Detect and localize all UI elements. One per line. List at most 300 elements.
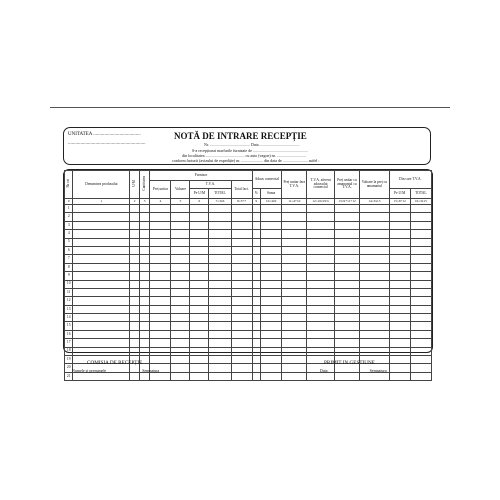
table-cell[interactable] [389,330,410,338]
table-cell[interactable] [360,330,390,338]
table-cell[interactable] [139,246,150,254]
furnizor-line[interactable]: S-a recepționat marfurile furnizate de ....................................................... [192,148,308,153]
table-cell[interactable] [360,347,390,355]
table-cell[interactable] [410,372,431,380]
table-cell[interactable] [410,280,431,288]
table-cell[interactable] [360,238,390,246]
table-cell[interactable] [334,347,359,355]
table-cell[interactable] [252,246,260,254]
table-cell[interactable] [307,280,334,288]
table-cell[interactable] [389,272,410,280]
table-cell[interactable] [252,322,260,330]
table-cell[interactable] [231,288,252,296]
table-cell[interactable] [252,339,260,347]
table-cell[interactable] [389,305,410,313]
table-cell[interactable] [252,305,260,313]
table-cell[interactable] [261,347,282,355]
table-cell[interactable] [139,230,150,238]
table-cell[interactable] [282,263,307,271]
table-cell[interactable] [410,297,431,305]
table-cell[interactable] [190,246,209,254]
table-cell[interactable] [410,272,431,280]
table-cell[interactable] [209,364,231,372]
table-cell[interactable] [73,339,130,347]
table-cell[interactable] [231,372,252,380]
table-cell[interactable] [307,246,334,254]
unitatea-field[interactable]: UNITATEA ...................................... [68,132,141,137]
table-cell[interactable] [150,205,171,213]
table-cell[interactable] [252,272,260,280]
table-cell[interactable] [410,205,431,213]
table-cell[interactable] [209,263,231,271]
table-cell[interactable] [171,297,190,305]
table-cell[interactable] [130,213,139,221]
table-cell[interactable] [410,339,431,347]
table-cell[interactable] [171,372,190,380]
table-cell[interactable] [410,221,431,229]
table-cell[interactable] [209,272,231,280]
table-cell[interactable] [334,263,359,271]
table-cell[interactable] [130,288,139,296]
table-cell[interactable] [150,330,171,338]
table-cell[interactable] [190,272,209,280]
table-cell[interactable] [360,263,390,271]
table-cell[interactable] [209,221,231,229]
table-cell[interactable] [282,364,307,372]
table-cell[interactable] [334,230,359,238]
table-cell[interactable] [139,339,150,347]
table-cell[interactable] [307,288,334,296]
factura-line[interactable]: conform facturii (avizului de expediție) nr. ...................... din data de ......................... astfel : [172,158,320,163]
table-cell[interactable] [410,347,431,355]
table-cell[interactable] [261,263,282,271]
table-cell[interactable] [252,213,260,221]
table-cell[interactable] [252,221,260,229]
table-cell[interactable] [231,246,252,254]
table-cell[interactable] [130,238,139,246]
table-cell[interactable] [307,372,334,380]
table-cell[interactable] [73,322,130,330]
table-cell[interactable] [282,238,307,246]
table-cell[interactable] [130,322,139,330]
table-cell[interactable] [190,280,209,288]
table-cell[interactable] [139,347,150,355]
table-cell[interactable] [130,372,139,380]
table-cell[interactable] [282,347,307,355]
table-cell[interactable] [252,238,260,246]
table-cell[interactable] [150,372,171,380]
table-cell[interactable] [389,339,410,347]
table-cell[interactable] [73,272,130,280]
table-cell[interactable] [261,364,282,372]
table-cell[interactable] [360,305,390,313]
table-cell[interactable] [261,205,282,213]
table-cell[interactable] [73,205,130,213]
table-cell[interactable] [171,213,190,221]
table-cell[interactable] [334,322,359,330]
table-cell[interactable] [252,297,260,305]
table-cell[interactable] [171,364,190,372]
table-cell[interactable] [73,213,130,221]
table-cell[interactable] [282,330,307,338]
table-cell[interactable] [282,221,307,229]
table-cell[interactable] [389,347,410,355]
table-cell[interactable] [150,246,171,254]
table-cell[interactable] [360,339,390,347]
table-cell[interactable] [389,205,410,213]
unitatea-field-line2[interactable]: .............................................................. [68,141,146,146]
table-cell[interactable] [261,372,282,380]
table-cell[interactable] [171,322,190,330]
table-cell[interactable] [150,314,171,322]
table-cell[interactable] [261,288,282,296]
nr-data-line[interactable]: Nr. ........................................ Data ........................................ [204,142,300,147]
table-cell[interactable] [130,280,139,288]
table-cell[interactable] [209,238,231,246]
table-cell[interactable] [190,238,209,246]
table-cell[interactable] [410,255,431,263]
table-cell[interactable] [171,280,190,288]
table-cell[interactable] [252,263,260,271]
table-cell[interactable] [261,322,282,330]
table-cell[interactable] [231,322,252,330]
table-cell[interactable] [307,255,334,263]
table-cell[interactable] [261,255,282,263]
table-cell[interactable] [139,221,150,229]
table-cell[interactable] [334,314,359,322]
table-cell[interactable] [307,330,334,338]
table-cell[interactable] [130,255,139,263]
table-cell[interactable] [410,356,431,364]
table-cell[interactable] [389,364,410,372]
table-cell[interactable] [209,213,231,221]
table-cell[interactable] [334,288,359,296]
table-cell[interactable] [307,305,334,313]
table-cell[interactable] [73,246,130,254]
localitate-line[interactable]: din localitatea ....................................... cu auto (vagon) nr. ............................. [182,153,306,158]
table-cell[interactable] [130,205,139,213]
table-cell[interactable] [209,288,231,296]
table-cell[interactable] [334,238,359,246]
table-cell[interactable] [73,221,130,229]
table-cell[interactable] [130,330,139,338]
table-cell[interactable] [282,297,307,305]
table-cell[interactable] [334,339,359,347]
table-cell[interactable] [261,246,282,254]
table-cell[interactable] [139,272,150,280]
table-cell[interactable] [334,205,359,213]
table-cell[interactable] [150,213,171,221]
table-cell[interactable] [130,314,139,322]
table-cell[interactable] [252,347,260,355]
table-cell[interactable] [209,246,231,254]
table-cell[interactable] [73,297,130,305]
table-cell[interactable] [360,213,390,221]
table-cell[interactable] [282,246,307,254]
table-cell[interactable] [360,322,390,330]
table-cell[interactable] [171,339,190,347]
table-cell[interactable] [130,272,139,280]
table-cell[interactable] [190,288,209,296]
table-cell[interactable] [130,297,139,305]
table-cell[interactable] [171,288,190,296]
table-cell[interactable] [307,238,334,246]
table-cell[interactable] [73,280,130,288]
table-cell[interactable] [73,305,130,313]
table-cell[interactable] [261,213,282,221]
table-cell[interactable] [209,322,231,330]
table-cell[interactable] [307,213,334,221]
table-cell[interactable] [389,322,410,330]
table-cell[interactable] [410,364,431,372]
table-cell[interactable] [282,314,307,322]
table-cell[interactable] [231,213,252,221]
table-cell[interactable] [150,305,171,313]
table-cell[interactable] [307,314,334,322]
table-cell[interactable] [261,272,282,280]
table-cell[interactable] [282,205,307,213]
table-cell[interactable] [360,372,390,380]
table-cell[interactable] [282,213,307,221]
table-cell[interactable] [231,280,252,288]
table-cell[interactable] [150,263,171,271]
table-cell[interactable] [334,246,359,254]
table-cell[interactable] [410,330,431,338]
table-cell[interactable] [139,322,150,330]
table-cell[interactable] [360,230,390,238]
table-cell[interactable] [360,205,390,213]
table-cell[interactable] [410,246,431,254]
table-cell[interactable] [282,272,307,280]
table-cell[interactable] [139,297,150,305]
table-cell[interactable] [261,305,282,313]
table-cell[interactable] [231,255,252,263]
table-cell[interactable] [73,330,130,338]
table-cell[interactable] [282,305,307,313]
table-cell[interactable] [150,230,171,238]
table-cell[interactable] [209,297,231,305]
table-cell[interactable] [231,221,252,229]
table-cell[interactable] [389,263,410,271]
table-cell[interactable] [190,205,209,213]
table-cell[interactable] [171,230,190,238]
table-cell[interactable] [209,230,231,238]
table-cell[interactable] [231,347,252,355]
table-cell[interactable] [150,288,171,296]
table-cell[interactable] [150,272,171,280]
table-cell[interactable] [209,339,231,347]
table-cell[interactable] [252,330,260,338]
table-cell[interactable] [171,272,190,280]
table-cell[interactable] [150,322,171,330]
table-cell[interactable] [389,314,410,322]
table-cell[interactable] [171,314,190,322]
table-cell[interactable] [252,314,260,322]
table-cell[interactable] [360,280,390,288]
table-cell[interactable] [190,364,209,372]
table-cell[interactable] [190,221,209,229]
table-cell[interactable] [150,356,171,364]
table-cell[interactable] [389,356,410,364]
table-cell[interactable] [130,246,139,254]
table-cell[interactable] [410,230,431,238]
table-cell[interactable] [190,314,209,322]
table-cell[interactable] [130,263,139,271]
table-cell[interactable] [252,230,260,238]
table-cell[interactable] [231,297,252,305]
table-cell[interactable] [190,263,209,271]
table-cell[interactable] [282,356,307,364]
table-cell[interactable] [360,255,390,263]
table-cell[interactable] [282,288,307,296]
table-cell[interactable] [150,238,171,246]
table-cell[interactable] [261,297,282,305]
table-cell[interactable] [410,263,431,271]
table-cell[interactable] [73,372,130,380]
table-cell[interactable] [282,280,307,288]
table-cell[interactable] [307,205,334,213]
table-cell[interactable] [231,205,252,213]
table-cell[interactable] [209,314,231,322]
table-cell[interactable] [410,322,431,330]
table-cell[interactable] [171,356,190,364]
table-cell[interactable] [334,213,359,221]
table-cell[interactable] [389,280,410,288]
table-cell[interactable] [261,330,282,338]
table-cell[interactable] [389,372,410,380]
table-cell[interactable] [231,230,252,238]
table-cell[interactable] [307,230,334,238]
table-cell[interactable] [231,263,252,271]
table-cell[interactable] [307,297,334,305]
table-cell[interactable] [261,339,282,347]
table-cell[interactable] [360,221,390,229]
table-cell[interactable] [73,263,130,271]
table-cell[interactable] [130,305,139,313]
table-cell[interactable] [334,272,359,280]
table-cell[interactable] [150,347,171,355]
table-cell[interactable] [73,288,130,296]
table-cell[interactable] [360,272,390,280]
table-cell[interactable] [307,263,334,271]
table-cell[interactable] [282,255,307,263]
table-cell[interactable] [282,322,307,330]
table-cell[interactable] [231,305,252,313]
table-cell[interactable] [190,339,209,347]
table-cell[interactable] [190,322,209,330]
table-cell[interactable] [410,213,431,221]
table-cell[interactable] [410,288,431,296]
table-cell[interactable] [307,272,334,280]
table-cell[interactable] [231,314,252,322]
table-cell[interactable] [190,255,209,263]
table-cell[interactable] [334,280,359,288]
table-cell[interactable] [130,230,139,238]
table-cell[interactable] [334,297,359,305]
table-cell[interactable] [171,246,190,254]
table-cell[interactable] [209,280,231,288]
table-cell[interactable] [231,364,252,372]
table-cell[interactable] [130,347,139,355]
table-cell[interactable] [73,238,130,246]
table-cell[interactable] [209,305,231,313]
table-cell[interactable] [389,230,410,238]
table-cell[interactable] [334,305,359,313]
table-cell[interactable] [150,255,171,263]
table-cell[interactable] [252,372,260,380]
table-cell[interactable] [171,221,190,229]
table-cell[interactable] [139,205,150,213]
table-cell[interactable] [190,347,209,355]
table-cell[interactable] [307,339,334,347]
table-cell[interactable] [190,372,209,380]
table-cell[interactable] [139,263,150,271]
table-cell[interactable] [334,221,359,229]
table-cell[interactable] [334,255,359,263]
table-cell[interactable] [261,356,282,364]
table-cell[interactable] [389,297,410,305]
table-cell[interactable] [261,280,282,288]
table-cell[interactable] [360,246,390,254]
table-cell[interactable] [190,297,209,305]
table-cell[interactable] [307,322,334,330]
table-cell[interactable] [139,280,150,288]
table-cell[interactable] [334,372,359,380]
table-cell[interactable] [139,372,150,380]
table-cell[interactable] [150,280,171,288]
table-cell[interactable] [209,356,231,364]
table-cell[interactable] [261,314,282,322]
table-cell[interactable] [209,255,231,263]
table-cell[interactable] [171,205,190,213]
table-cell[interactable] [252,255,260,263]
table-cell[interactable] [360,314,390,322]
table-cell[interactable] [282,372,307,380]
table-cell[interactable] [307,221,334,229]
table-cell[interactable] [360,288,390,296]
table-cell[interactable] [360,297,390,305]
table-cell[interactable] [139,288,150,296]
table-cell[interactable] [261,238,282,246]
table-cell[interactable] [252,288,260,296]
table-cell[interactable] [410,305,431,313]
table-cell[interactable] [130,339,139,347]
table-cell[interactable] [334,330,359,338]
table-cell[interactable] [209,205,231,213]
table-cell[interactable] [139,330,150,338]
table-cell[interactable] [190,305,209,313]
table-cell[interactable] [150,297,171,305]
table-cell[interactable] [190,230,209,238]
table-cell[interactable] [231,356,252,364]
table-cell[interactable] [73,230,130,238]
table-cell[interactable] [130,221,139,229]
table-cell[interactable] [209,330,231,338]
table-cell[interactable] [190,330,209,338]
table-cell[interactable] [410,314,431,322]
table-cell[interactable] [73,314,130,322]
table-cell[interactable] [171,255,190,263]
table-cell[interactable] [150,339,171,347]
table-cell[interactable] [261,230,282,238]
table-cell[interactable] [231,272,252,280]
table-cell[interactable] [389,238,410,246]
table-cell[interactable] [389,255,410,263]
table-cell[interactable] [73,255,130,263]
table-cell[interactable] [410,238,431,246]
table-cell[interactable] [231,339,252,347]
table-cell[interactable] [150,221,171,229]
